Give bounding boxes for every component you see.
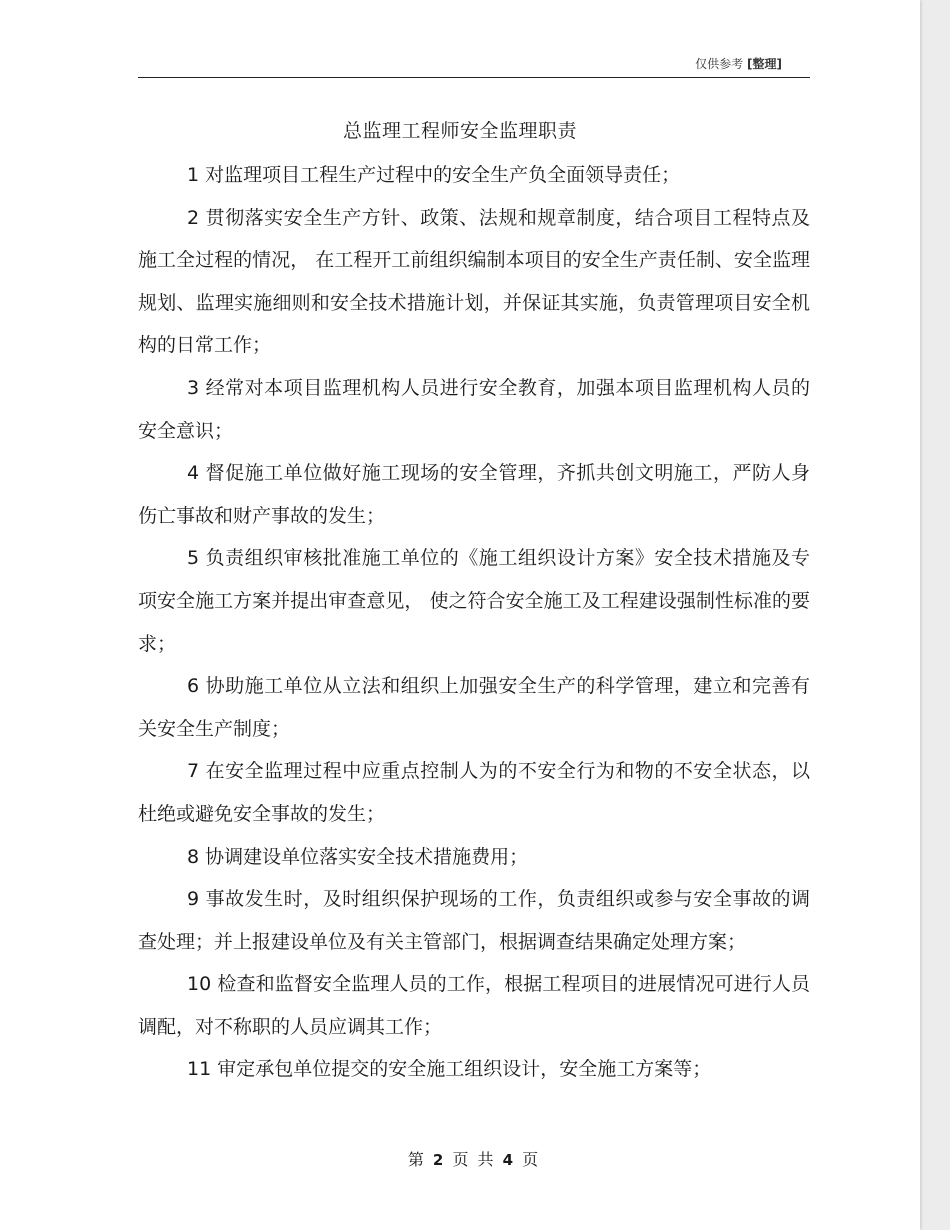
header-tag-prefix: 仅供参考 xyxy=(695,57,744,71)
document-body xyxy=(138,154,810,1091)
header-divider xyxy=(138,77,810,78)
paragraph-5: 5 负责组织审核批准施工单位的《施工组织设计方案》安全技术措施及专项安全施工方案并提出审查意见， 使之符合安全施工及工程建设强制性标准的要求； xyxy=(138,547,810,655)
paragraph-8: 8 协调建设单位落实安全技术措施费用； xyxy=(187,845,529,868)
footer-suffix: 页 xyxy=(522,1150,539,1169)
paragraph-11: 11 审定承包单位提交的安全施工组织设计，安全施工方案等； xyxy=(187,1058,712,1081)
paragraph-2: 2 贯彻落实安全生产方针、政策、法规和规章制度，结合项目工程特点及施工全过程的情况， 在工程开工前组织编制本项目的安全生产责任制、安全监理规划、监理实施细则和安全技术措施计划，并保证其实施，负责管理项目安全机构的日常工作； xyxy=(138,206,810,357)
header-tag-bracket: [整理] xyxy=(747,57,782,71)
paragraph-3: 3 经常对本项目监理机构人员进行安全教育，加强本项目监理机构人员的安全意识； xyxy=(138,376,810,442)
paragraph-9: 9 事故发生时，及时组织保护现场的工作，负责组织或参与安全事故的调查处理；并上报建设单位及有关主管部门，根据调查结果确定处理方案； xyxy=(138,888,810,953)
paragraph-6: 6 协助施工单位从立法和组织上加强安全生产的科学管理，建立和完善有关安全生产制度； xyxy=(138,675,810,740)
paragraph-4: 4 督促施工单位做好施工现场的安全管理，齐抓共创文明施工，严防人身伤亡事故和财产事故的发生； xyxy=(138,462,810,527)
document-title: 总监理工程师安全监理职责 xyxy=(342,120,577,142)
header-reference-tag xyxy=(695,55,782,72)
footer-prefix: 第 xyxy=(407,1150,424,1169)
paragraph-1: 1 对监理项目工程生产过程中的安全生产负全面领导责任； xyxy=(187,164,681,186)
footer-middle: 页 共 xyxy=(452,1150,494,1169)
footer-current-page: 2 xyxy=(432,1151,444,1169)
footer-total-pages: 4 xyxy=(502,1151,514,1169)
page-footer xyxy=(0,1147,946,1170)
paragraph-10: 10 检查和监督安全监理人员的工作，根据工程项目的进展情况可进行人员调配，对不称职的人员应调其工作； xyxy=(138,973,810,1038)
paragraph-7: 7 在安全监理过程中应重点控制人为的不安全行为和物的不安全状态，以杜绝或避免安全事故的发生； xyxy=(138,760,810,825)
